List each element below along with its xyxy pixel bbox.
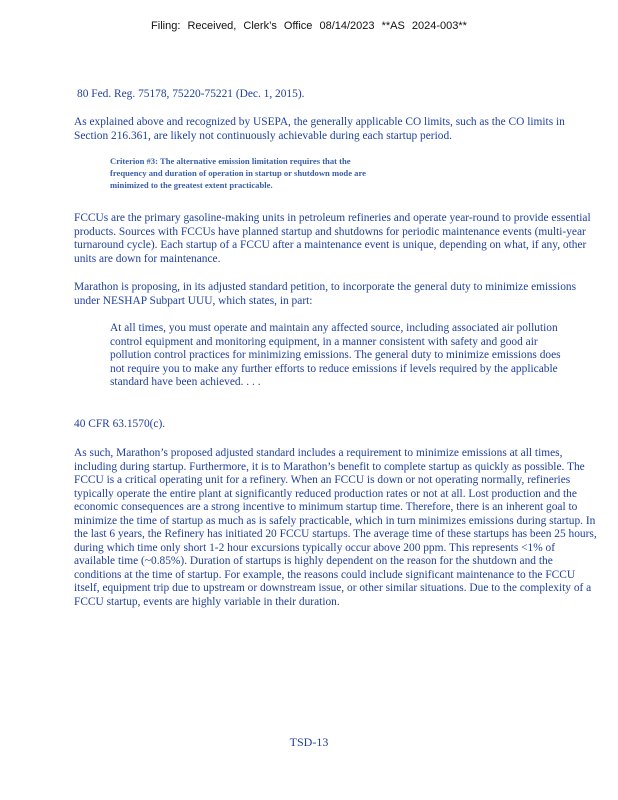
paragraph-startup-analysis: As such, Marathon’s proposed adjusted standard includes a requirement to minimize emissions at all times, including during startup. Furthermore, it is to Marathon’s benefit to complete startup as quickly as possible. The FCCU is a critical operating unit for a refinery. When an FCCU is down or not operating normally, refineries typically operate the entire plant at significantly reduced production rates or not at all. Lost production and the economic consequences are a strong incentive to minimum startup time. Therefore, there is an inherent goal to minimize the time of startup as much as is safely practicable, which in turn minimizes emissions during startup. In the last 6 years, the Refinery has initiated 20 FCCU startups. The average time of these startups has been 25 hours, during which time only short 1-2 hour excursions typically occur above 200 ppm. This represents <1% of available time (~0.85%). Duration of startups is highly dependent on the reason for the shutdown and the conditions at the time of startup. For example, the reasons could include significant maintenance to the FCCU itself, equipment trip due to upstream or downstream issue, or other similar situations. Due to the complexity of a FCCU startup, events are highly variable in their duration.: [74, 447, 597, 608]
page-number: TSD-13: [289, 735, 329, 749]
citation-fed-reg: 80 Fed. Reg. 75178, 75220-75221 (Dec. 1, 2015).: [77, 88, 305, 100]
criterion-3-heading: Criterion #3: The alternative emission limitation requires that the frequency and duration of operation in startup or shutdown mode are minimized to the greatest extent practicable.: [110, 156, 366, 190]
citation-cfr: 40 CFR 63.1570(c).: [74, 418, 166, 430]
paragraph-marathon-proposal: Marathon is proposing, in its adjusted standard petition, to incorporate the general duty to minimize emissions under NESHAP Subpart UUU, which states, in part:: [74, 281, 577, 307]
filing-header: Filing: Received, Clerk’s Office 08/14/2023 **AS 2024-003**: [151, 20, 467, 32]
paragraph-fccu-description: FCCUs are the primary gasoline-making units in petroleum refineries and operate year-round to provide essential products. Sources with FCCUs have planned startup and shutdowns for periodic maintenance events (multi-year turnaround cycle). Each startup of a FCCU after a maintenance event is unique, depending on what, if any, other units are down for maintenance.: [74, 212, 591, 265]
paragraph-co-limits: As explained above and recognized by USEPA, the generally applicable CO limits, such as the CO limits in Section 216.361, are likely not continuously achievable during each startup period.: [74, 116, 565, 142]
block-quote-general-duty: At all times, you must operate and maintain any affected source, including associated air pollution control equipment and monitoring equipment, in a manner consistent with safety and good air pollution control practices for minimizing emissions. The general duty to minimize emissions does not require you to make any further efforts to reduce emissions if levels required by the applicable standard have been achieved. . . .: [110, 322, 561, 388]
